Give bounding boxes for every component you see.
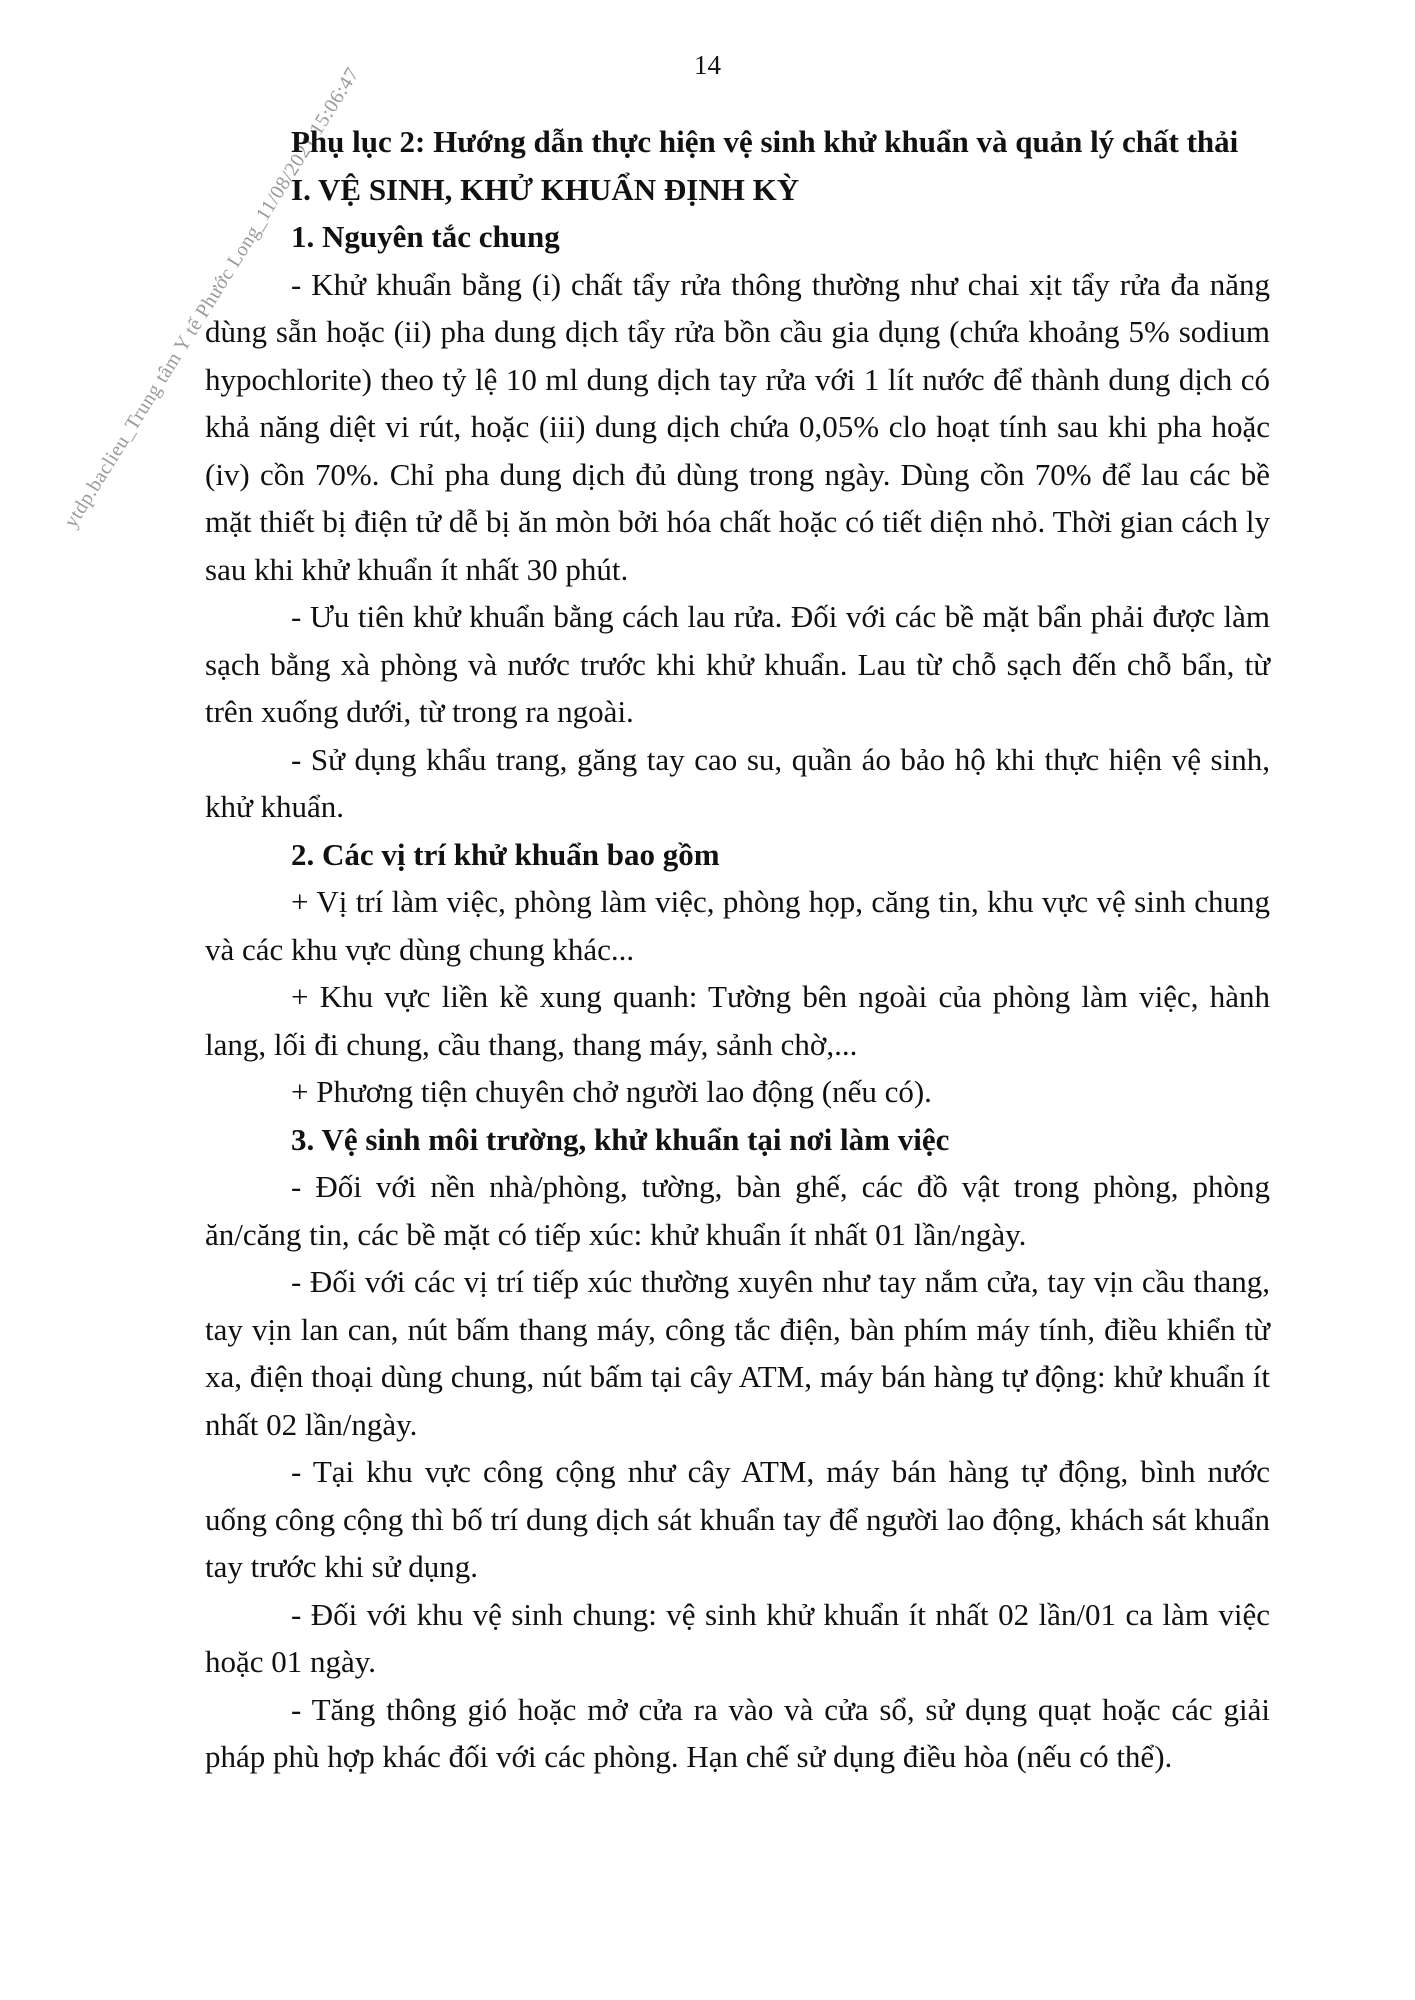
- list-item: + Phương tiện chuyên chở người lao động (nếu có).: [291, 1074, 932, 1109]
- paragraph: - Tại khu vực công cộng như cây ATM, máy bán hàng tự động, bình nước uống công cộng thì bố trí dung dịch sát khuẩn tay để người lao động, khách sát khuẩn tay trước khi sử dụng.: [205, 1454, 1270, 1584]
- list-item: + Vị trí làm việc, phòng làm việc, phòng họp, căng tin, khu vực vệ sinh chung và các khu vực dùng chung khác...: [205, 884, 1270, 967]
- appendix-title: Phụ lục 2: Hướng dẫn thực hiện vệ sinh khử khuẩn và quản lý chất thải: [291, 124, 1239, 159]
- paragraph: - Ưu tiên khử khuẩn bằng cách lau rửa. Đối với các bề mặt bẩn phải được làm sạch bằng xà phòng và nước trước khi khử khuẩn. Lau từ chỗ sạch đến chỗ bẩn, từ trên xuống dưới, từ trong ra ngoài.: [205, 599, 1270, 729]
- section-heading: I. VỆ SINH, KHỬ KHUẨN ĐỊNH KỲ: [291, 171, 800, 207]
- subsection-heading-workplace: 3. Vệ sinh môi trường, khử khuẩn tại nơi làm việc: [291, 1121, 950, 1157]
- watermark: ytdp.baclieu_Trung tâm Y tế Phước Long_11/08/2021 15:06:47: [60, 63, 364, 532]
- paragraph: - Khử khuẩn bằng (i) chất tẩy rửa thông thường như chai xịt tẩy rửa đa năng dùng sẵn hoặc (ii) pha dung dịch tẩy rửa bồn cầu gia dụng (chứa khoảng 5% sodium hypochlorite) theo tỷ lệ 10 ml dung dịch tay rửa với 1 lít nước để thành dung dịch có khả năng diệt vi rút, hoặc (iii) dung dịch chứa 0,05% clo hoạt tính sau khi pha hoặc (iv) cồn 70%. Chỉ pha dung dịch đủ dùng trong ngày. Dùng cồn 70% để lau các bề mặt thiết bị điện tử dễ bị ăn mòn bởi hóa chất hoặc có tiết diện nhỏ. Thời gian cách ly sau khi khử khuẩn ít nhất 30 phút.: [205, 266, 1270, 587]
- paragraph: - Sử dụng khẩu trang, găng tay cao su, quần áo bảo hộ khi thực hiện vệ sinh, khử khuẩn.: [205, 741, 1270, 824]
- subsection-heading-locations: 2. Các vị trí khử khuẩn bao gồm: [291, 836, 720, 872]
- page-number: 14: [694, 50, 721, 80]
- paragraph: - Đối với nền nhà/phòng, tường, bàn ghế, các đồ vật trong phòng, phòng ăn/căng tin, các bề mặt có tiếp xúc: khử khuẩn ít nhất 01 lần/ngày.: [205, 1169, 1270, 1252]
- document-body: [205, 118, 1270, 1781]
- paragraph: - Đối với các vị trí tiếp xúc thường xuyên như tay nắm cửa, tay vịn cầu thang, tay vịn lan can, nút bấm thang máy, công tắc điện, bàn phím máy tính, điều khiển từ xa, điện thoại dùng chung, nút bấm tại cây ATM, máy bán hàng tự động: khử khuẩn ít nhất 02 lần/ngày.: [205, 1264, 1270, 1442]
- paragraph: - Đối với khu vệ sinh chung: vệ sinh khử khuẩn ít nhất 02 lần/01 ca làm việc hoặc 01 ngày.: [205, 1596, 1270, 1679]
- subsection-heading-principles: 1. Nguyên tắc chung: [291, 219, 560, 254]
- paragraph: - Tăng thông gió hoặc mở cửa ra vào và cửa sổ, sử dụng quạt hoặc các giải pháp phù hợp khác đối với các phòng. Hạn chế sử dụng điều hòa (nếu có thể).: [205, 1691, 1270, 1774]
- list-item: + Khu vực liền kề xung quanh: Tường bên ngoài của phòng làm việc, hành lang, lối đi chung, cầu thang, thang máy, sảnh chờ,...: [205, 979, 1270, 1062]
